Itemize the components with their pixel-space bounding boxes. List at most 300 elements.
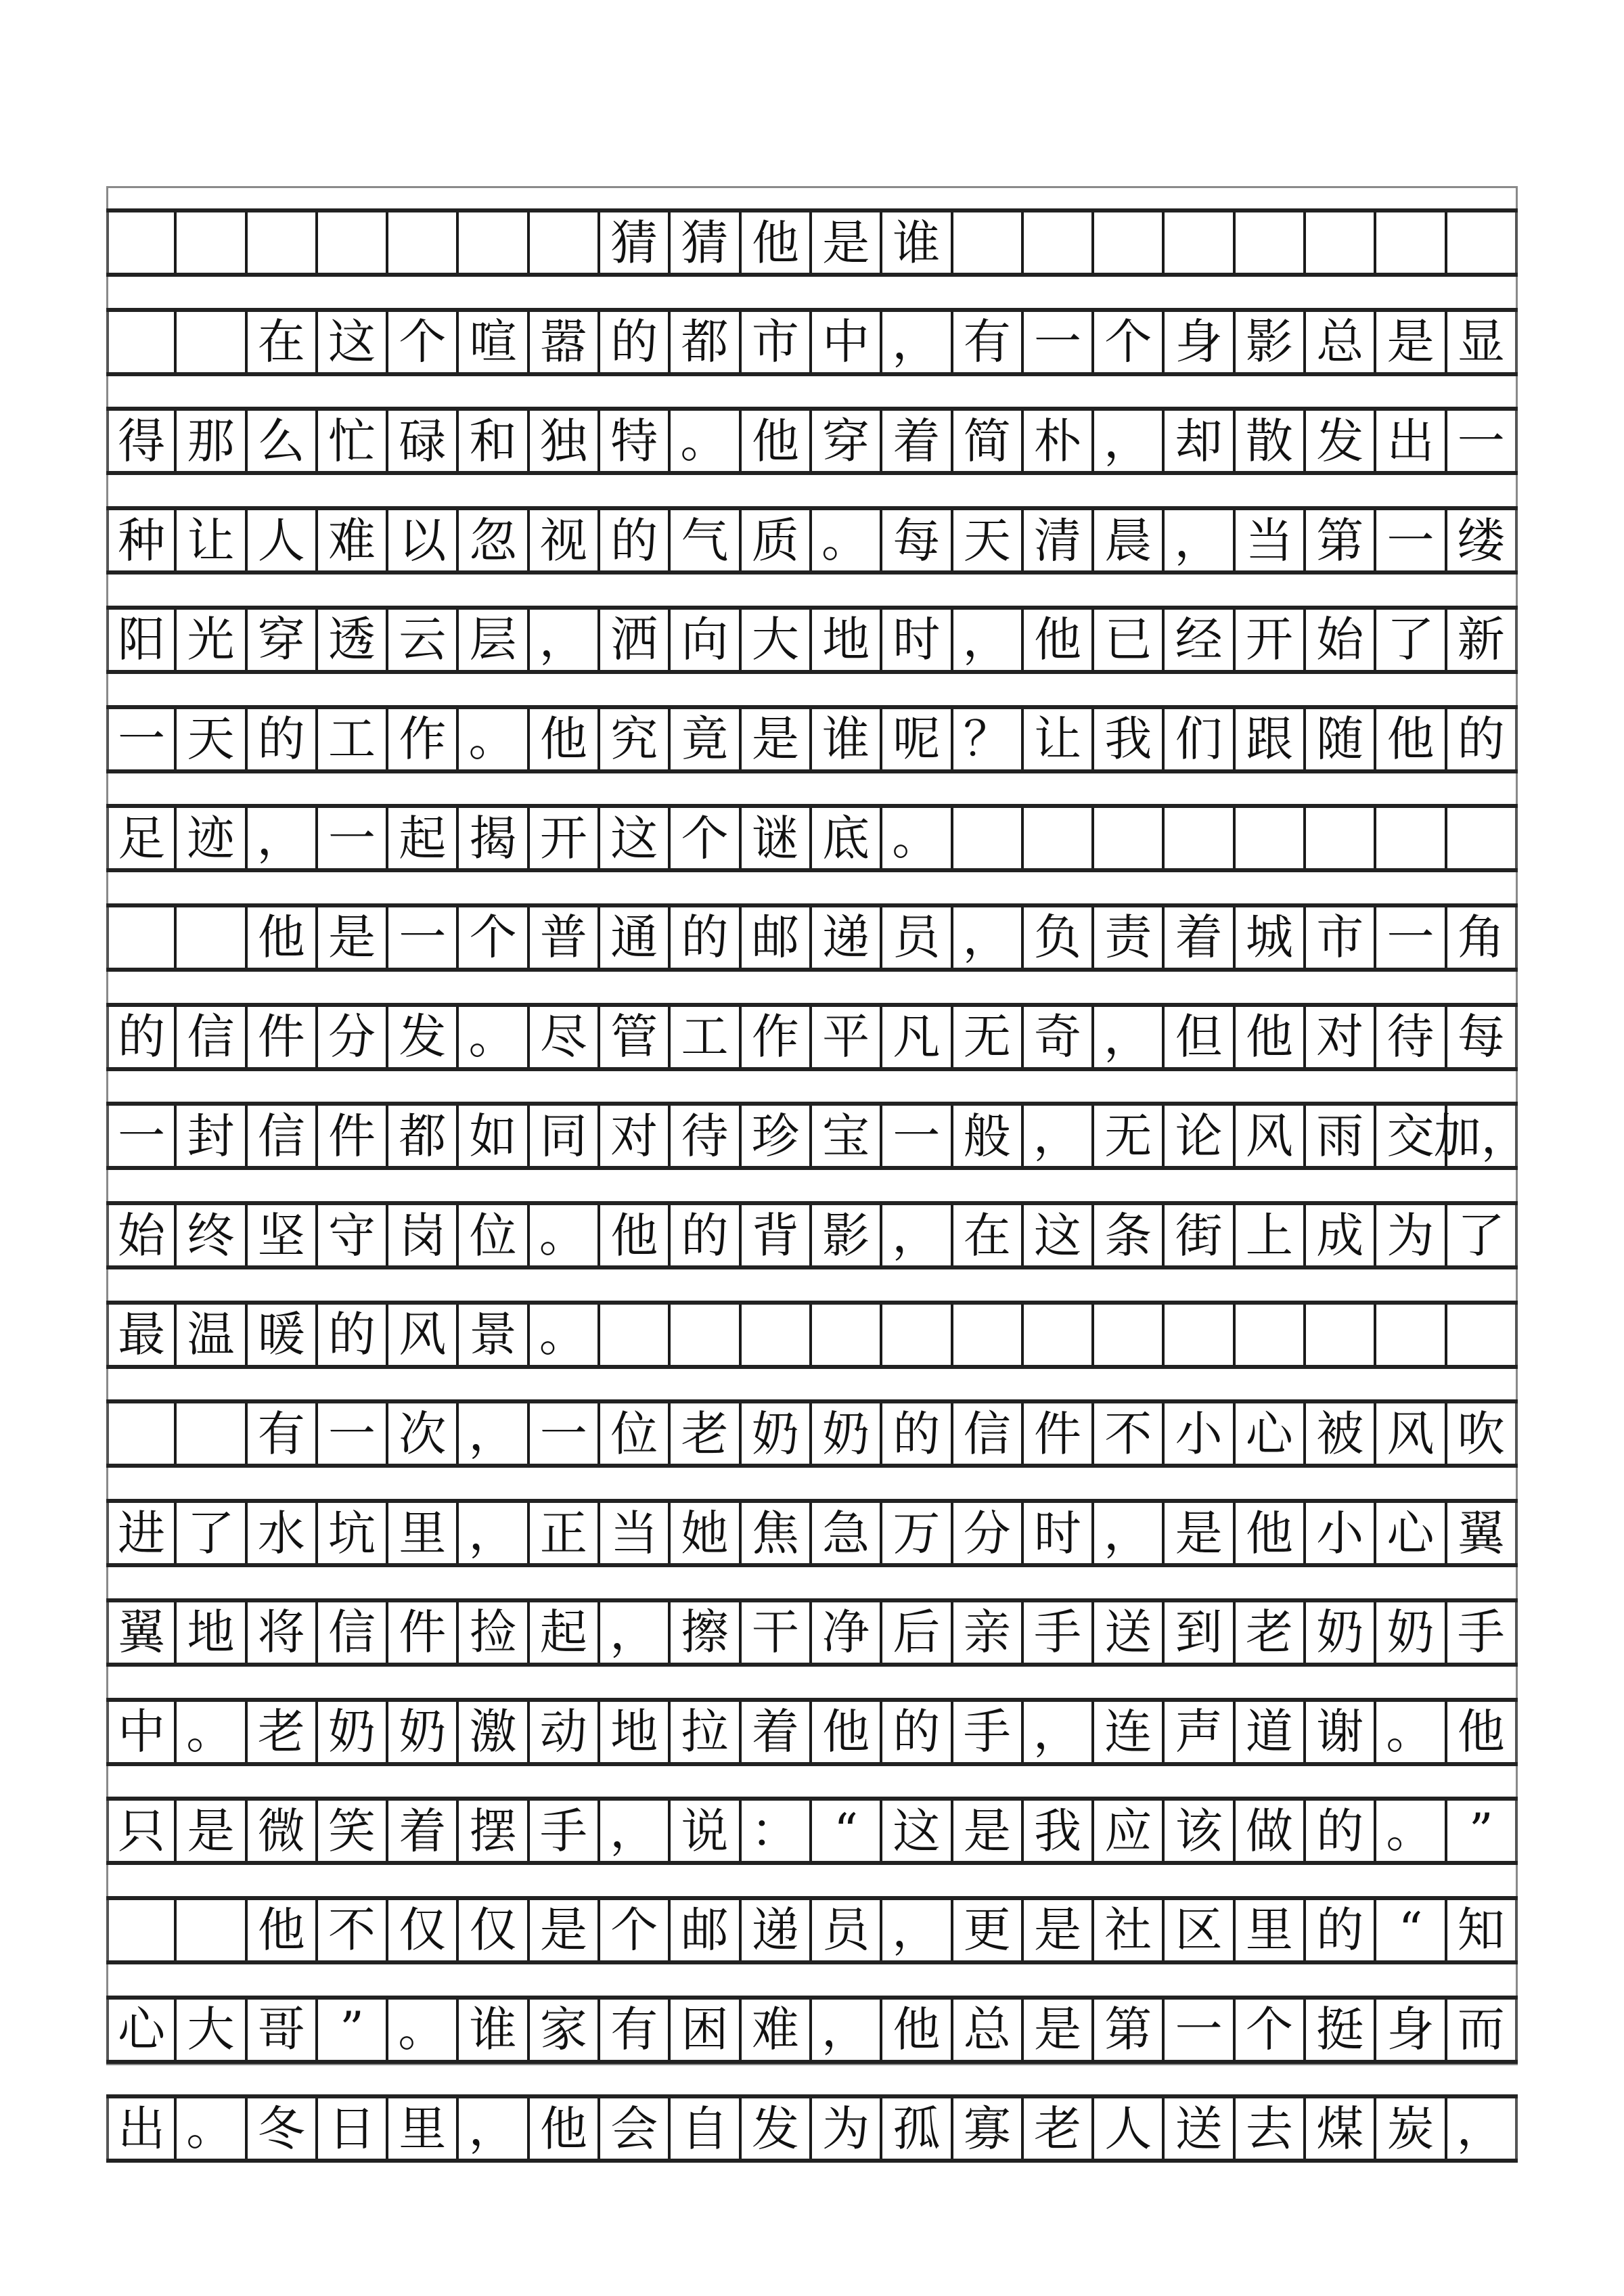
grid-cell: 信 bbox=[953, 1403, 1024, 1464]
grid-cell: ， bbox=[953, 610, 1024, 670]
grid-cell: ， bbox=[812, 2000, 882, 2060]
grid-cell: 着 bbox=[742, 1702, 812, 1762]
grid-cell: 终 bbox=[177, 1205, 247, 1265]
title-cell bbox=[1094, 212, 1165, 273]
grid-cell: 个 bbox=[600, 1900, 671, 1960]
grid-cell: 无 bbox=[1094, 1106, 1165, 1166]
grid-cell: 他 bbox=[1447, 1702, 1518, 1762]
grid-cell: ， bbox=[1024, 1702, 1094, 1762]
grid-cell: 。 bbox=[812, 510, 882, 570]
grid-cell: 净 bbox=[812, 1602, 882, 1663]
grid-cell: 他 bbox=[248, 907, 318, 968]
grid-cell: 让 bbox=[1024, 709, 1094, 769]
grid-cell: 一 bbox=[1447, 411, 1518, 471]
grid-cell: 交 bbox=[1376, 1106, 1447, 1166]
grid-cell: 说 bbox=[671, 1801, 741, 1861]
grid-cell: 管 bbox=[600, 1007, 671, 1067]
grid-cell: 是 bbox=[318, 907, 388, 968]
grid-cell: 到 bbox=[1165, 1602, 1235, 1663]
grid-cell: 嚣 bbox=[530, 312, 600, 372]
grid-cell: 邮 bbox=[671, 1900, 741, 1960]
grid-cell: 吹 bbox=[1447, 1403, 1518, 1464]
grid-cell: 亲 bbox=[953, 1602, 1024, 1663]
grid-cell: 我 bbox=[1094, 709, 1165, 769]
grid-cell: 。 bbox=[177, 1702, 247, 1762]
grid-cell: 朴 bbox=[1024, 411, 1094, 471]
grid-cell: 透 bbox=[318, 610, 388, 670]
grid-cell: 第 bbox=[1306, 510, 1376, 570]
grid-cell: 不 bbox=[1094, 1403, 1165, 1464]
grid-cell: 影 bbox=[812, 1205, 882, 1265]
grid-cell: ？ bbox=[953, 709, 1024, 769]
grid-cell bbox=[882, 1305, 953, 1365]
grid-cell: 一 bbox=[1376, 907, 1447, 968]
grid-cell: 为 bbox=[812, 2098, 882, 2159]
grid-cell: 是 bbox=[1376, 312, 1447, 372]
grid-cell: 奶 bbox=[388, 1702, 459, 1762]
grid-cell: 竟 bbox=[671, 709, 741, 769]
grid-cell: 作 bbox=[388, 709, 459, 769]
grid-cell bbox=[1447, 1305, 1518, 1365]
grid-cell: 人 bbox=[1094, 2098, 1165, 2159]
grid-cell bbox=[106, 1403, 177, 1464]
grid-cell: 负 bbox=[1024, 907, 1094, 968]
grid-cell: 却 bbox=[1165, 411, 1235, 471]
grid-cell: 地 bbox=[812, 610, 882, 670]
grid-cell bbox=[106, 907, 177, 968]
grid-cell: 般 bbox=[953, 1106, 1024, 1166]
grid-cell: 是 bbox=[1165, 1503, 1235, 1563]
grid-cell: 知 bbox=[1447, 1900, 1518, 1960]
grid-cell: 加， bbox=[1447, 1106, 1518, 1166]
grid-cell: 了 bbox=[177, 1503, 247, 1563]
grid-cell bbox=[1094, 808, 1165, 868]
grid-cell: 。 bbox=[459, 709, 529, 769]
grid-cell: 质 bbox=[742, 510, 812, 570]
grid-cell: 奶 bbox=[742, 1403, 812, 1464]
grid-cell: 都 bbox=[671, 312, 741, 372]
grid-cell: 万 bbox=[882, 1503, 953, 1563]
grid-cell: 个 bbox=[1236, 2000, 1306, 2060]
grid-cell: 自 bbox=[671, 2098, 741, 2159]
grid-cell: 缕 bbox=[1447, 510, 1518, 570]
grid-cell: ， bbox=[1165, 510, 1235, 570]
grid-cell: 。 bbox=[1376, 1702, 1447, 1762]
grid-cell: 了 bbox=[1376, 610, 1447, 670]
title-cell bbox=[459, 212, 529, 273]
grid-cell: 有 bbox=[953, 312, 1024, 372]
grid-cell: 成 bbox=[1306, 1205, 1376, 1265]
grid-cell: ， bbox=[882, 312, 953, 372]
text-row bbox=[106, 407, 1518, 475]
grid-cell: 只 bbox=[106, 1801, 177, 1861]
grid-cell: 。 bbox=[882, 808, 953, 868]
grid-cell: 他 bbox=[812, 1702, 882, 1762]
grid-cell: 微 bbox=[248, 1801, 318, 1861]
grid-cell: ， bbox=[459, 2098, 529, 2159]
title-cell bbox=[953, 212, 1024, 273]
title-cell bbox=[318, 212, 388, 273]
grid-cell: 声 bbox=[1165, 1702, 1235, 1762]
grid-cell: 个 bbox=[1094, 312, 1165, 372]
grid-cell: 拉 bbox=[671, 1702, 741, 1762]
grid-cell: 一 bbox=[106, 709, 177, 769]
text-row bbox=[106, 903, 1518, 972]
grid-cell: 里 bbox=[388, 2098, 459, 2159]
grid-cell: 光 bbox=[177, 610, 247, 670]
grid-cell: 暖 bbox=[248, 1305, 318, 1365]
grid-cell: 大 bbox=[177, 2000, 247, 2060]
grid-cell: 哥 bbox=[248, 2000, 318, 2060]
grid-cell: 发 bbox=[388, 1007, 459, 1067]
grid-cell: 去 bbox=[1236, 2098, 1306, 2159]
grid-cell: 会 bbox=[600, 2098, 671, 2159]
grid-cell: 条 bbox=[1094, 1205, 1165, 1265]
grid-cell: 是 bbox=[953, 1801, 1024, 1861]
grid-cell: 平 bbox=[812, 1007, 882, 1067]
grid-cell: 件 bbox=[388, 1602, 459, 1663]
grid-cell: 不 bbox=[318, 1900, 388, 1960]
grid-cell: 同 bbox=[530, 1106, 600, 1166]
grid-cell: 小 bbox=[1306, 1503, 1376, 1563]
grid-cell: 地 bbox=[177, 1602, 247, 1663]
grid-cell: 一 bbox=[318, 808, 388, 868]
grid-cell: 开 bbox=[530, 808, 600, 868]
title-cell bbox=[530, 212, 600, 273]
grid-cell: 总 bbox=[953, 2000, 1024, 2060]
grid-cell: 一 bbox=[530, 1403, 600, 1464]
grid-cell: 温 bbox=[177, 1305, 247, 1365]
grid-cell: 被 bbox=[1306, 1403, 1376, 1464]
grid-cell: 岗 bbox=[388, 1205, 459, 1265]
grid-cell: 是 bbox=[530, 1900, 600, 1960]
title-cell: 他 bbox=[742, 212, 812, 273]
grid-cell: 有 bbox=[248, 1403, 318, 1464]
text-row bbox=[106, 1996, 1518, 2064]
grid-cell: 手 bbox=[1447, 1602, 1518, 1663]
grid-cell: 谢 bbox=[1306, 1702, 1376, 1762]
grid-cell: 足 bbox=[106, 808, 177, 868]
grid-cell: 待 bbox=[1376, 1007, 1447, 1067]
text-row bbox=[106, 705, 1518, 773]
grid-cell: 擦 bbox=[671, 1602, 741, 1663]
text-row bbox=[106, 606, 1518, 674]
grid-cell: 市 bbox=[742, 312, 812, 372]
grid-cell: 奇 bbox=[1024, 1007, 1094, 1067]
grid-cell: 独 bbox=[530, 411, 600, 471]
grid-cell: 奶 bbox=[1306, 1602, 1376, 1663]
grid-cell: 忙 bbox=[318, 411, 388, 471]
grid-cell: 社 bbox=[1094, 1900, 1165, 1960]
grid-cell: 论 bbox=[1165, 1106, 1235, 1166]
grid-cell: 。 bbox=[671, 411, 741, 471]
grid-cell: 我 bbox=[1024, 1801, 1094, 1861]
grid-cell: 雨 bbox=[1306, 1106, 1376, 1166]
grid-cell: 冬 bbox=[248, 2098, 318, 2159]
grid-cell: 坚 bbox=[248, 1205, 318, 1265]
grid-cell: 风 bbox=[388, 1305, 459, 1365]
grid-cell: 在 bbox=[248, 312, 318, 372]
grid-cell bbox=[177, 1403, 247, 1464]
grid-cell: 摆 bbox=[459, 1801, 529, 1861]
grid-cell: 分 bbox=[318, 1007, 388, 1067]
grid-cell bbox=[177, 1900, 247, 1960]
grid-cell: 里 bbox=[1236, 1900, 1306, 1960]
grid-cell: 应 bbox=[1094, 1801, 1165, 1861]
grid-cell: 跟 bbox=[1236, 709, 1306, 769]
grid-cell bbox=[1165, 1305, 1235, 1365]
grid-cell: 连 bbox=[1094, 1702, 1165, 1762]
text-row bbox=[106, 308, 1518, 376]
text-row bbox=[106, 2094, 1518, 2163]
grid-cell: 信 bbox=[177, 1007, 247, 1067]
grid-cell: 奶 bbox=[812, 1403, 882, 1464]
grid-cell: 出 bbox=[106, 2098, 177, 2159]
grid-cell: 底 bbox=[812, 808, 882, 868]
grid-cell: 当 bbox=[600, 1503, 671, 1563]
grid-cell: 个 bbox=[388, 312, 459, 372]
grid-cell: 小 bbox=[1165, 1403, 1235, 1464]
text-row bbox=[106, 1896, 1518, 1964]
grid-cell: 该 bbox=[1165, 1801, 1235, 1861]
grid-cell bbox=[1024, 808, 1094, 868]
title-cell: 猜 bbox=[600, 212, 671, 273]
grid-cell: ， bbox=[1094, 1007, 1165, 1067]
grid-cell: 身 bbox=[1165, 312, 1235, 372]
grid-cell: 如 bbox=[459, 1106, 529, 1166]
grid-cell: 的 bbox=[882, 1403, 953, 1464]
grid-cell: 他 bbox=[1376, 709, 1447, 769]
grid-cell: 揭 bbox=[459, 808, 529, 868]
title-cell bbox=[388, 212, 459, 273]
grid-cell: 对 bbox=[1306, 1007, 1376, 1067]
grid-cell: 激 bbox=[459, 1702, 529, 1762]
grid-cell: 了 bbox=[1447, 1205, 1518, 1265]
grid-cell: 送 bbox=[1165, 2098, 1235, 2159]
grid-cell: 这 bbox=[882, 1801, 953, 1861]
grid-cell: ， bbox=[600, 1602, 671, 1663]
grid-cell: 。 bbox=[177, 2098, 247, 2159]
grid-cell: 时 bbox=[882, 610, 953, 670]
grid-cell: 每 bbox=[882, 510, 953, 570]
grid-cell: 着 bbox=[388, 1801, 459, 1861]
grid-cell: 忽 bbox=[459, 510, 529, 570]
grid-cell: 位 bbox=[600, 1403, 671, 1464]
grid-cell: 递 bbox=[812, 907, 882, 968]
grid-cell: 工 bbox=[318, 709, 388, 769]
grid-cell: 动 bbox=[530, 1702, 600, 1762]
grid-cell bbox=[1447, 808, 1518, 868]
grid-cell: 孤 bbox=[882, 2098, 953, 2159]
grid-cell: 急 bbox=[812, 1503, 882, 1563]
grid-cell: 的 bbox=[882, 1702, 953, 1762]
grid-cell: 是 bbox=[177, 1801, 247, 1861]
grid-cell: 散 bbox=[1236, 411, 1306, 471]
text-row bbox=[106, 1797, 1518, 1865]
grid-cell: 封 bbox=[177, 1106, 247, 1166]
grid-cell: 一 bbox=[388, 907, 459, 968]
grid-cell: 时 bbox=[1024, 1503, 1094, 1563]
grid-cell: 翼 bbox=[1447, 1503, 1518, 1563]
grid-cell bbox=[1236, 808, 1306, 868]
grid-cell: 风 bbox=[1236, 1106, 1306, 1166]
grid-cell: ， bbox=[530, 610, 600, 670]
grid-cell: 煤 bbox=[1306, 2098, 1376, 2159]
grid-cell: 街 bbox=[1165, 1205, 1235, 1265]
grid-cell: 他 bbox=[1236, 1503, 1306, 1563]
grid-cell: 是 bbox=[1024, 1900, 1094, 1960]
grid-cell bbox=[1236, 1305, 1306, 1365]
grid-cell: 件 bbox=[318, 1106, 388, 1166]
grid-cell: 出 bbox=[1376, 411, 1447, 471]
grid-cell bbox=[1376, 1305, 1447, 1365]
grid-cell: 始 bbox=[1306, 610, 1376, 670]
grid-cell: 他 bbox=[600, 1205, 671, 1265]
grid-cell: 的 bbox=[600, 312, 671, 372]
grid-cell: 困 bbox=[671, 2000, 741, 2060]
grid-cell: 待 bbox=[671, 1106, 741, 1166]
grid-cell: ， bbox=[953, 907, 1024, 968]
grid-cell: 的 bbox=[671, 907, 741, 968]
grid-cell: 发 bbox=[742, 2098, 812, 2159]
grid-cell: 工 bbox=[671, 1007, 741, 1067]
text-row bbox=[106, 1102, 1529, 1170]
grid-cell: 清 bbox=[1024, 510, 1094, 570]
grid-cell: 老 bbox=[248, 1702, 318, 1762]
grid-cell: 呢 bbox=[882, 709, 953, 769]
grid-cell: 手 bbox=[953, 1702, 1024, 1762]
grid-cell bbox=[812, 1305, 882, 1365]
grid-cell bbox=[1024, 1305, 1094, 1365]
grid-cell: 景 bbox=[459, 1305, 529, 1365]
grid-cell: 奶 bbox=[318, 1702, 388, 1762]
grid-cell: 究 bbox=[600, 709, 671, 769]
grid-cell bbox=[106, 312, 177, 372]
grid-cell: 件 bbox=[248, 1007, 318, 1067]
grid-cell: 这 bbox=[600, 808, 671, 868]
grid-cell: 身 bbox=[1376, 2000, 1447, 2060]
text-row bbox=[106, 1499, 1518, 1567]
grid-cell: 件 bbox=[1024, 1403, 1094, 1464]
grid-cell bbox=[177, 312, 247, 372]
grid-cell: 奶 bbox=[1376, 1602, 1447, 1663]
grid-cell: 员 bbox=[882, 907, 953, 968]
grid-cell: 视 bbox=[530, 510, 600, 570]
grid-cell: 有 bbox=[600, 2000, 671, 2060]
grid-cell: 他 bbox=[1024, 610, 1094, 670]
grid-cell: 发 bbox=[1306, 411, 1376, 471]
grid-cell: 简 bbox=[953, 411, 1024, 471]
grid-cell: 老 bbox=[1024, 2098, 1094, 2159]
grid-cell: 。 bbox=[459, 1007, 529, 1067]
grid-cell: 一 bbox=[106, 1106, 177, 1166]
grid-cell: 最 bbox=[106, 1305, 177, 1365]
text-row bbox=[106, 1698, 1518, 1766]
grid-cell: 地 bbox=[600, 1702, 671, 1762]
grid-cell: 上 bbox=[1236, 1205, 1306, 1265]
grid-cell: ， bbox=[882, 1900, 953, 1960]
grid-cell: 云 bbox=[388, 610, 459, 670]
grid-cell: 仅 bbox=[388, 1900, 459, 1960]
grid-cell: 在 bbox=[953, 1205, 1024, 1265]
grid-cell: 他 bbox=[530, 2098, 600, 2159]
grid-cell: 总 bbox=[1306, 312, 1376, 372]
grid-cell: 区 bbox=[1165, 1900, 1235, 1960]
grid-cell: 的 bbox=[600, 510, 671, 570]
grid-cell: ， bbox=[1024, 1106, 1094, 1166]
grid-cell: 起 bbox=[388, 808, 459, 868]
grid-cell: 层 bbox=[459, 610, 529, 670]
grid-cell: 他 bbox=[742, 411, 812, 471]
grid-cell: 难 bbox=[742, 2000, 812, 2060]
grid-cell: 手 bbox=[530, 1801, 600, 1861]
title-cell bbox=[248, 212, 318, 273]
grid-cell: 穿 bbox=[812, 411, 882, 471]
grid-cell: 他 bbox=[248, 1900, 318, 1960]
grid-cell: 向 bbox=[671, 610, 741, 670]
grid-cell: 老 bbox=[1236, 1602, 1306, 1663]
grid-cell: 着 bbox=[882, 411, 953, 471]
grid-cell: 显 bbox=[1447, 312, 1518, 372]
grid-cell: 以 bbox=[388, 510, 459, 570]
grid-cell: 穿 bbox=[248, 610, 318, 670]
grid-cell: 第 bbox=[1094, 2000, 1165, 2060]
grid-cell: 天 bbox=[177, 709, 247, 769]
grid-cell: 次 bbox=[388, 1403, 459, 1464]
grid-cell: 这 bbox=[318, 312, 388, 372]
grid-cell: ， bbox=[1447, 2098, 1518, 2159]
grid-cell: 的 bbox=[1306, 1900, 1376, 1960]
grid-cell: 水 bbox=[248, 1503, 318, 1563]
grid-cell: 市 bbox=[1306, 907, 1376, 968]
grid-cell bbox=[1306, 808, 1376, 868]
grid-cell: 通 bbox=[600, 907, 671, 968]
grid-cell: 一 bbox=[1024, 312, 1094, 372]
grid-cell: 她 bbox=[671, 1503, 741, 1563]
grid-cell: 信 bbox=[318, 1602, 388, 1663]
grid-cell: 晨 bbox=[1094, 510, 1165, 570]
title-cell: 猜 bbox=[671, 212, 741, 273]
grid-cell bbox=[671, 1305, 741, 1365]
grid-cell: 新 bbox=[1447, 610, 1518, 670]
text-row bbox=[106, 1201, 1518, 1269]
grid-cell: 手 bbox=[1024, 1602, 1094, 1663]
grid-cell: 个 bbox=[671, 808, 741, 868]
grid-cell: 宝 bbox=[812, 1106, 882, 1166]
grid-cell: 是 bbox=[742, 709, 812, 769]
grid-cell: 都 bbox=[388, 1106, 459, 1166]
grid-cell: 迹 bbox=[177, 808, 247, 868]
grid-cell: 笑 bbox=[318, 1801, 388, 1861]
grid-cell: 么 bbox=[248, 411, 318, 471]
grid-cell: 的 bbox=[248, 709, 318, 769]
grid-cell: 。 bbox=[388, 2000, 459, 2060]
grid-cell: 中 bbox=[106, 1702, 177, 1762]
grid-cell: 普 bbox=[530, 907, 600, 968]
grid-cell bbox=[742, 1305, 812, 1365]
title-cell bbox=[1306, 212, 1376, 273]
grid-cell: 们 bbox=[1165, 709, 1235, 769]
title-cell bbox=[1447, 212, 1518, 273]
grid-cell: ， bbox=[248, 808, 318, 868]
grid-cell: 翼 bbox=[106, 1602, 177, 1663]
grid-cell bbox=[953, 808, 1024, 868]
grid-cell: 经 bbox=[1165, 610, 1235, 670]
title-cell bbox=[1236, 212, 1306, 273]
grid-cell: 当 bbox=[1236, 510, 1306, 570]
grid-cell: 着 bbox=[1165, 907, 1235, 968]
grid-cell: 始 bbox=[106, 1205, 177, 1265]
